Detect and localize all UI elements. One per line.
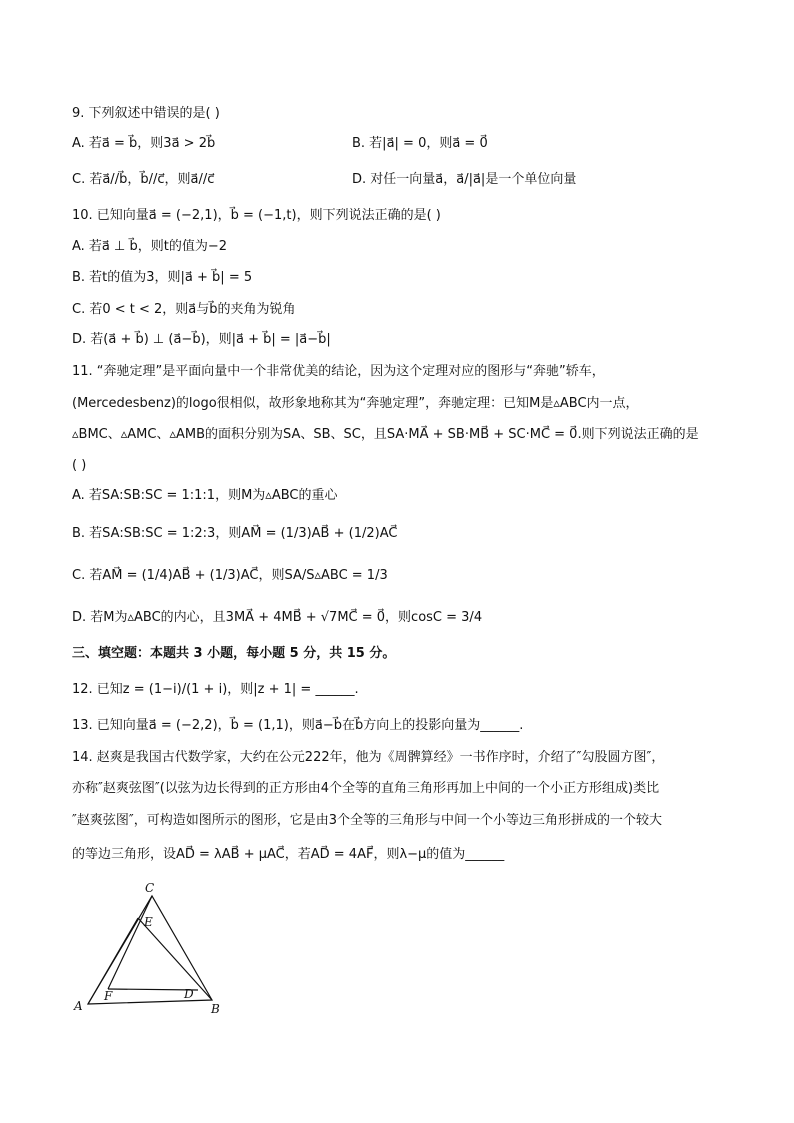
q11-option-b: B. 若SA:SB:SC = 1:2:3，则AM⃗ = (1/3)AB⃗ + (1/2)AC⃗	[72, 526, 398, 541]
q12: 12. 已知z = (1−i)/(1 + i)，则|z + 1| = ______.	[72, 682, 359, 697]
q13: 13. 已知向量a⃗ = (−2,2)，b⃗ = (1,1)，则a⃗−b⃗在b⃗方向上的投影向量为______.	[72, 718, 524, 733]
q11-option-d: D. 若M为▵ABC的内心，且3MA⃗ + 4MB⃗ + √7MC⃗ = 0⃗，则cosC = 3/4	[72, 610, 483, 625]
segment-f-c	[108, 896, 152, 989]
q14-line3: ″赵爽弦图″，可构造如图所示的图形，它是由3个全等的三角形与中间一个小等边三角形拼成的一个较大	[72, 813, 662, 828]
label-a: A	[74, 999, 83, 1013]
q11-option-a: A. 若SA:SB:SC = 1:1:1，则M为▵ABC的重心	[72, 488, 338, 503]
q11-line4: ( )	[72, 458, 87, 473]
label-e: E	[144, 915, 153, 929]
q10-option-d: D. 若(a⃗ + b⃗) ⊥ (a⃗−b⃗)，则|a⃗ + b⃗| = |a⃗−b⃗|	[72, 332, 331, 347]
q9-option-d: D. 对任一向量a⃗，a⃗/|a⃗|是一个单位向量	[352, 172, 577, 187]
q10-option-a: A. 若a⃗ ⊥ b⃗，则t的值为−2	[72, 239, 227, 254]
label-b: B	[211, 1002, 220, 1016]
q9-option-a: A. 若a⃗ = b⃗，则3a⃗ > 2b⃗	[72, 136, 216, 151]
q9-option-c: C. 若a⃗//b⃗，b⃗//c⃗，则a⃗//c⃗	[72, 172, 215, 187]
q9-stem: 9. 下列叙述中错误的是( )	[72, 106, 220, 121]
q11-line1: 11. “奔驰定理”是平面向量中一个非常优美的结论，因为这个定理对应的图形与“奔驰”轿车，	[72, 364, 605, 379]
segment-e-b	[138, 918, 212, 1000]
label-d: D	[184, 987, 194, 1001]
q14-line1: 14. 赵爽是我国古代数学家，大约在公元222年，他为《周髀算经》一书作序时，介绍了″勾股圆方图″，	[72, 750, 665, 765]
label-f: F	[104, 989, 113, 1003]
q10-option-b: B. 若t的值为3，则|a⃗ + b⃗| = 5	[72, 270, 253, 285]
geometry-figure	[68, 878, 228, 1018]
q14-line4: 的等边三角形，设AD⃗ = λAB⃗ + μAC⃗，若AD⃗ = 4AF⃗，则λ−μ的值为______	[72, 847, 505, 862]
q11-option-c: C. 若AM⃗ = (1/4)AB⃗ + (1/3)AC⃗，则SA/S▵ABC = 1/3	[72, 568, 388, 583]
section-heading-fill-in: 三、填空题：本题共 3 小题，每小题 5 分，共 15 分。	[72, 646, 396, 661]
q10-option-c: C. 若0 < t < 2，则a⃗与b⃗的夹角为锐角	[72, 302, 296, 317]
q9-option-b: B. 若|a⃗| = 0，则a⃗ = 0⃗	[352, 136, 488, 151]
label-c: C	[145, 881, 155, 895]
q11-line3: ▵BMC、▵AMC、▵AMB的面积分别为SA、SB、SC，且SA·MA⃗ + SB·MB⃗ + SC·MC⃗ = 0⃗.则下列说法正确的是	[72, 427, 699, 442]
q10-stem: 10. 已知向量a⃗ = (−2,1)，b⃗ = (−1,t)，则下列说法正确的是( )	[72, 208, 441, 223]
q14-line2: 亦称″赵爽弦图″(以弦为边长得到的正方形由4个全等的直角三角形再加上中间的一个小正方形组成)类比	[72, 781, 660, 796]
q11-line2: (Mercedesbenz)的logo很相似，故形象地称其为“奔驰定理”，奔驰定理：已知M是▵ABC内一点，	[72, 396, 639, 411]
segment-a-e	[88, 918, 138, 1004]
